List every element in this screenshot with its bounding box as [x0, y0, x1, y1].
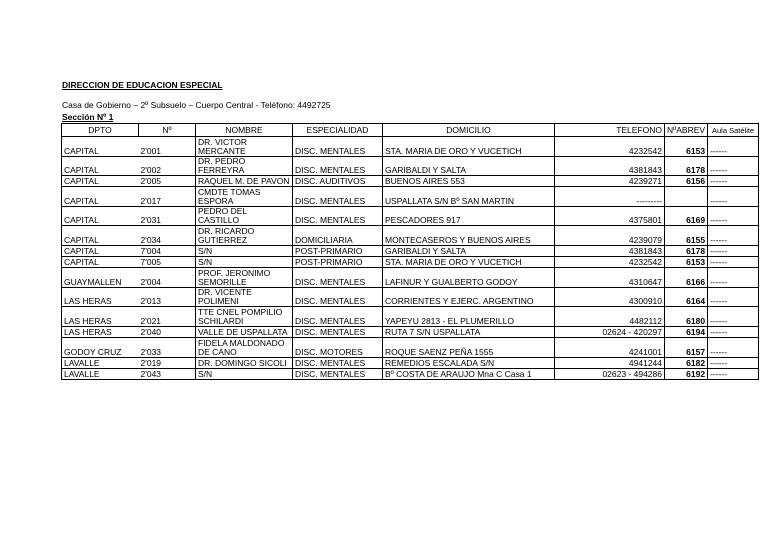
cell-domicilio: BUENOS AIRES 553: [383, 176, 555, 187]
cell-nombre: DR. VICTOR MERCANTE: [196, 137, 293, 157]
col-header-aula: Aula Satélite: [708, 124, 759, 137]
cell-domicilio: USPALLATA S/N Bº SAN MARTIN: [383, 187, 555, 207]
cell-aula: ------: [708, 327, 759, 338]
cell-abrev: 6166: [665, 268, 708, 288]
cell-telefono: 4232542: [555, 137, 665, 157]
cell-especialidad: POST-PRIMARIO: [293, 257, 383, 268]
cell-dpto: CAPITAL: [62, 187, 139, 207]
cell-domicilio: YAPEYU 2813 - EL PLUMERILLO: [383, 307, 555, 327]
table-row: [62, 207, 759, 226]
cell-nombre: RAQUEL M. DE PAVON: [196, 176, 293, 187]
cell-telefono: 4300910: [555, 288, 665, 307]
cell-num: 2'005: [139, 176, 196, 187]
cell-telefono: 4239271: [555, 176, 665, 187]
cell-abrev: 6180: [665, 307, 708, 327]
col-header-nombre: NOMBRE: [196, 124, 293, 137]
table-row: [62, 157, 759, 176]
cell-telefono: 4375801: [555, 207, 665, 226]
cell-num: 2'002: [139, 157, 196, 176]
cell-aula: ------: [708, 176, 759, 187]
cell-telefono: 02624 - 420297: [555, 327, 665, 338]
cell-num: 2'013: [139, 288, 196, 307]
cell-domicilio: LAFINUR Y GUALBERTO GODOY: [383, 268, 555, 288]
cell-telefono: 4232542: [555, 257, 665, 268]
schools-table: [61, 123, 759, 380]
table-row: [62, 246, 759, 257]
cell-abrev: 6153: [665, 257, 708, 268]
cell-aula: ------: [708, 338, 759, 358]
cell-especialidad: DISC. MENTALES: [293, 327, 383, 338]
cell-especialidad: DISC. MENTALES: [293, 207, 383, 226]
cell-dpto: CAPITAL: [62, 226, 139, 246]
cell-nombre: DR. RICARDO GUTIERREZ: [196, 226, 293, 246]
cell-aula: ------: [708, 187, 759, 207]
cell-aula: ------: [708, 257, 759, 268]
cell-dpto: CAPITAL: [62, 176, 139, 187]
table-header-row: [62, 124, 759, 137]
cell-telefono: 4239079: [555, 226, 665, 246]
cell-abrev: 6169: [665, 207, 708, 226]
cell-aula: ------: [708, 307, 759, 327]
cell-num: 2'033: [139, 338, 196, 358]
cell-especialidad: DISC. AUDITIVOS: [293, 176, 383, 187]
cell-dpto: CAPITAL: [62, 207, 139, 226]
cell-aula: ------: [708, 207, 759, 226]
section-label: Sección Nº 1: [62, 112, 114, 122]
cell-especialidad: DISC. MENTALES: [293, 187, 383, 207]
cell-domicilio: REMEDIOS ESCALADA S/N: [383, 358, 555, 369]
cell-dpto: LAS HERAS: [62, 327, 139, 338]
cell-nombre: CMDTE TOMAS ESPORA: [196, 187, 293, 207]
cell-dpto: LAVALLE: [62, 358, 139, 369]
cell-domicilio: CORRIENTES Y EJERC. ARGENTINO: [383, 288, 555, 307]
document-title: DIRECCION DE EDUCACION ESPECIAL: [62, 80, 223, 90]
table-row: [62, 176, 759, 187]
cell-aula: ------: [708, 288, 759, 307]
cell-abrev: 6157: [665, 338, 708, 358]
table-row: [62, 307, 759, 327]
cell-abrev: 6192: [665, 369, 708, 380]
cell-dpto: GODOY CRUZ: [62, 338, 139, 358]
cell-domicilio: GARIBALDI Y SALTA: [383, 157, 555, 176]
cell-nombre: S/N: [196, 369, 293, 380]
cell-abrev: 6182: [665, 358, 708, 369]
table-row: [62, 338, 759, 358]
cell-telefono: 4381843: [555, 246, 665, 257]
cell-especialidad: DISC. MENTALES: [293, 307, 383, 327]
cell-abrev: [665, 187, 708, 207]
cell-telefono: 4941244: [555, 358, 665, 369]
cell-nombre: PROF. JERONIMO SEMORILLE: [196, 268, 293, 288]
cell-abrev: 6194: [665, 327, 708, 338]
table-row: [62, 369, 759, 380]
cell-num: 2'017: [139, 187, 196, 207]
cell-domicilio: RUTA 7 S/N USPALLATA: [383, 327, 555, 338]
table-row: [62, 137, 759, 157]
cell-nombre: S/N: [196, 246, 293, 257]
cell-dpto: CAPITAL: [62, 137, 139, 157]
col-header-especialidad: ESPECIALIDAD: [293, 124, 383, 137]
cell-aula: ------: [708, 226, 759, 246]
cell-especialidad: POST-PRIMARIO: [293, 246, 383, 257]
cell-nombre: FIDELA MALDONADO DE CANO: [196, 338, 293, 358]
cell-especialidad: DISC. MENTALES: [293, 288, 383, 307]
cell-abrev: 6156: [665, 176, 708, 187]
cell-abrev: 6155: [665, 226, 708, 246]
table-row: [62, 327, 759, 338]
cell-domicilio: STA. MARIA DE ORO Y VUCETICH: [383, 257, 555, 268]
cell-telefono: 02623 - 494286: [555, 369, 665, 380]
table-row: [62, 257, 759, 268]
cell-dpto: LAVALLE: [62, 369, 139, 380]
cell-telefono: 4381843: [555, 157, 665, 176]
cell-domicilio: PESCADORES 917: [383, 207, 555, 226]
cell-dpto: CAPITAL: [62, 157, 139, 176]
cell-telefono: 4310647: [555, 268, 665, 288]
cell-aula: ------: [708, 369, 759, 380]
cell-domicilio: GARIBALDI Y SALTA: [383, 246, 555, 257]
cell-dpto: CAPITAL: [62, 246, 139, 257]
table-row: [62, 358, 759, 369]
table-row: [62, 226, 759, 246]
cell-abrev: 6164: [665, 288, 708, 307]
table-row: [62, 268, 759, 288]
cell-nombre: DR. PEDRO FERREYRA: [196, 157, 293, 176]
cell-domicilio: MONTECASEROS Y BUENOS AIRES: [383, 226, 555, 246]
cell-especialidad: DISC. MENTALES: [293, 268, 383, 288]
table-row: [62, 187, 759, 207]
cell-dpto: CAPITAL: [62, 257, 139, 268]
cell-dpto: GUAYMALLEN: [62, 268, 139, 288]
cell-num: 2'031: [139, 207, 196, 226]
cell-domicilio: STA. MARIA DE ORO Y VUCETICH: [383, 137, 555, 157]
cell-nombre: VALLE DE USPALLATA: [196, 327, 293, 338]
cell-especialidad: DISC. MENTALES: [293, 358, 383, 369]
cell-especialidad: DISC. MENTALES: [293, 137, 383, 157]
cell-nombre: S/N: [196, 257, 293, 268]
cell-num: 7'005: [139, 257, 196, 268]
col-header-telefono: TELEFONO: [555, 124, 665, 137]
address-line: Casa de Gobierno – 2º Subsuelo – Cuerpo Central - Teléfono: 4492725: [62, 100, 331, 110]
cell-num: 2'021: [139, 307, 196, 327]
cell-num: 2'034: [139, 226, 196, 246]
cell-num: 2'040: [139, 327, 196, 338]
cell-telefono: 4482112: [555, 307, 665, 327]
cell-num: 2'001: [139, 137, 196, 157]
col-header-num: Nº: [139, 124, 196, 137]
cell-domicilio: Bº COSTA DE ARAUJO Mna C Casa 1: [383, 369, 555, 380]
col-header-abrev: NºABREV: [665, 124, 708, 137]
cell-dpto: LAS HERAS: [62, 288, 139, 307]
cell-domicilio: ROQUE SAENZ PEÑA 1555: [383, 338, 555, 358]
cell-especialidad: DISC. MENTALES: [293, 157, 383, 176]
cell-aula: ------: [708, 246, 759, 257]
cell-num: 7'004: [139, 246, 196, 257]
cell-nombre: DR. VICENTE POLIMENI: [196, 288, 293, 307]
cell-abrev: 6178: [665, 246, 708, 257]
cell-telefono: ---------: [555, 187, 665, 207]
cell-especialidad: DISC. MENTALES: [293, 369, 383, 380]
cell-num: 2'004: [139, 268, 196, 288]
cell-num: 2'019: [139, 358, 196, 369]
col-header-dpto: DPTO: [62, 124, 139, 137]
cell-aula: ------: [708, 137, 759, 157]
cell-num: 2'043: [139, 369, 196, 380]
cell-nombre: PEDRO DEL CASTILLO: [196, 207, 293, 226]
cell-dpto: LAS HERAS: [62, 307, 139, 327]
cell-aula: ------: [708, 358, 759, 369]
col-header-domicilio: DOMICILIO: [383, 124, 555, 137]
cell-aula: ------: [708, 157, 759, 176]
cell-nombre: TTE CNEL POMPILIO SCHILARDI: [196, 307, 293, 327]
cell-telefono: 4241001: [555, 338, 665, 358]
table-row: [62, 288, 759, 307]
cell-especialidad: DOMICILIARIA: [293, 226, 383, 246]
cell-abrev: 6178: [665, 157, 708, 176]
cell-aula: ------: [708, 268, 759, 288]
cell-abrev: 6153: [665, 137, 708, 157]
cell-nombre: DR. DOMINGO SICOLI: [196, 358, 293, 369]
cell-especialidad: DISC. MOTORES: [293, 338, 383, 358]
